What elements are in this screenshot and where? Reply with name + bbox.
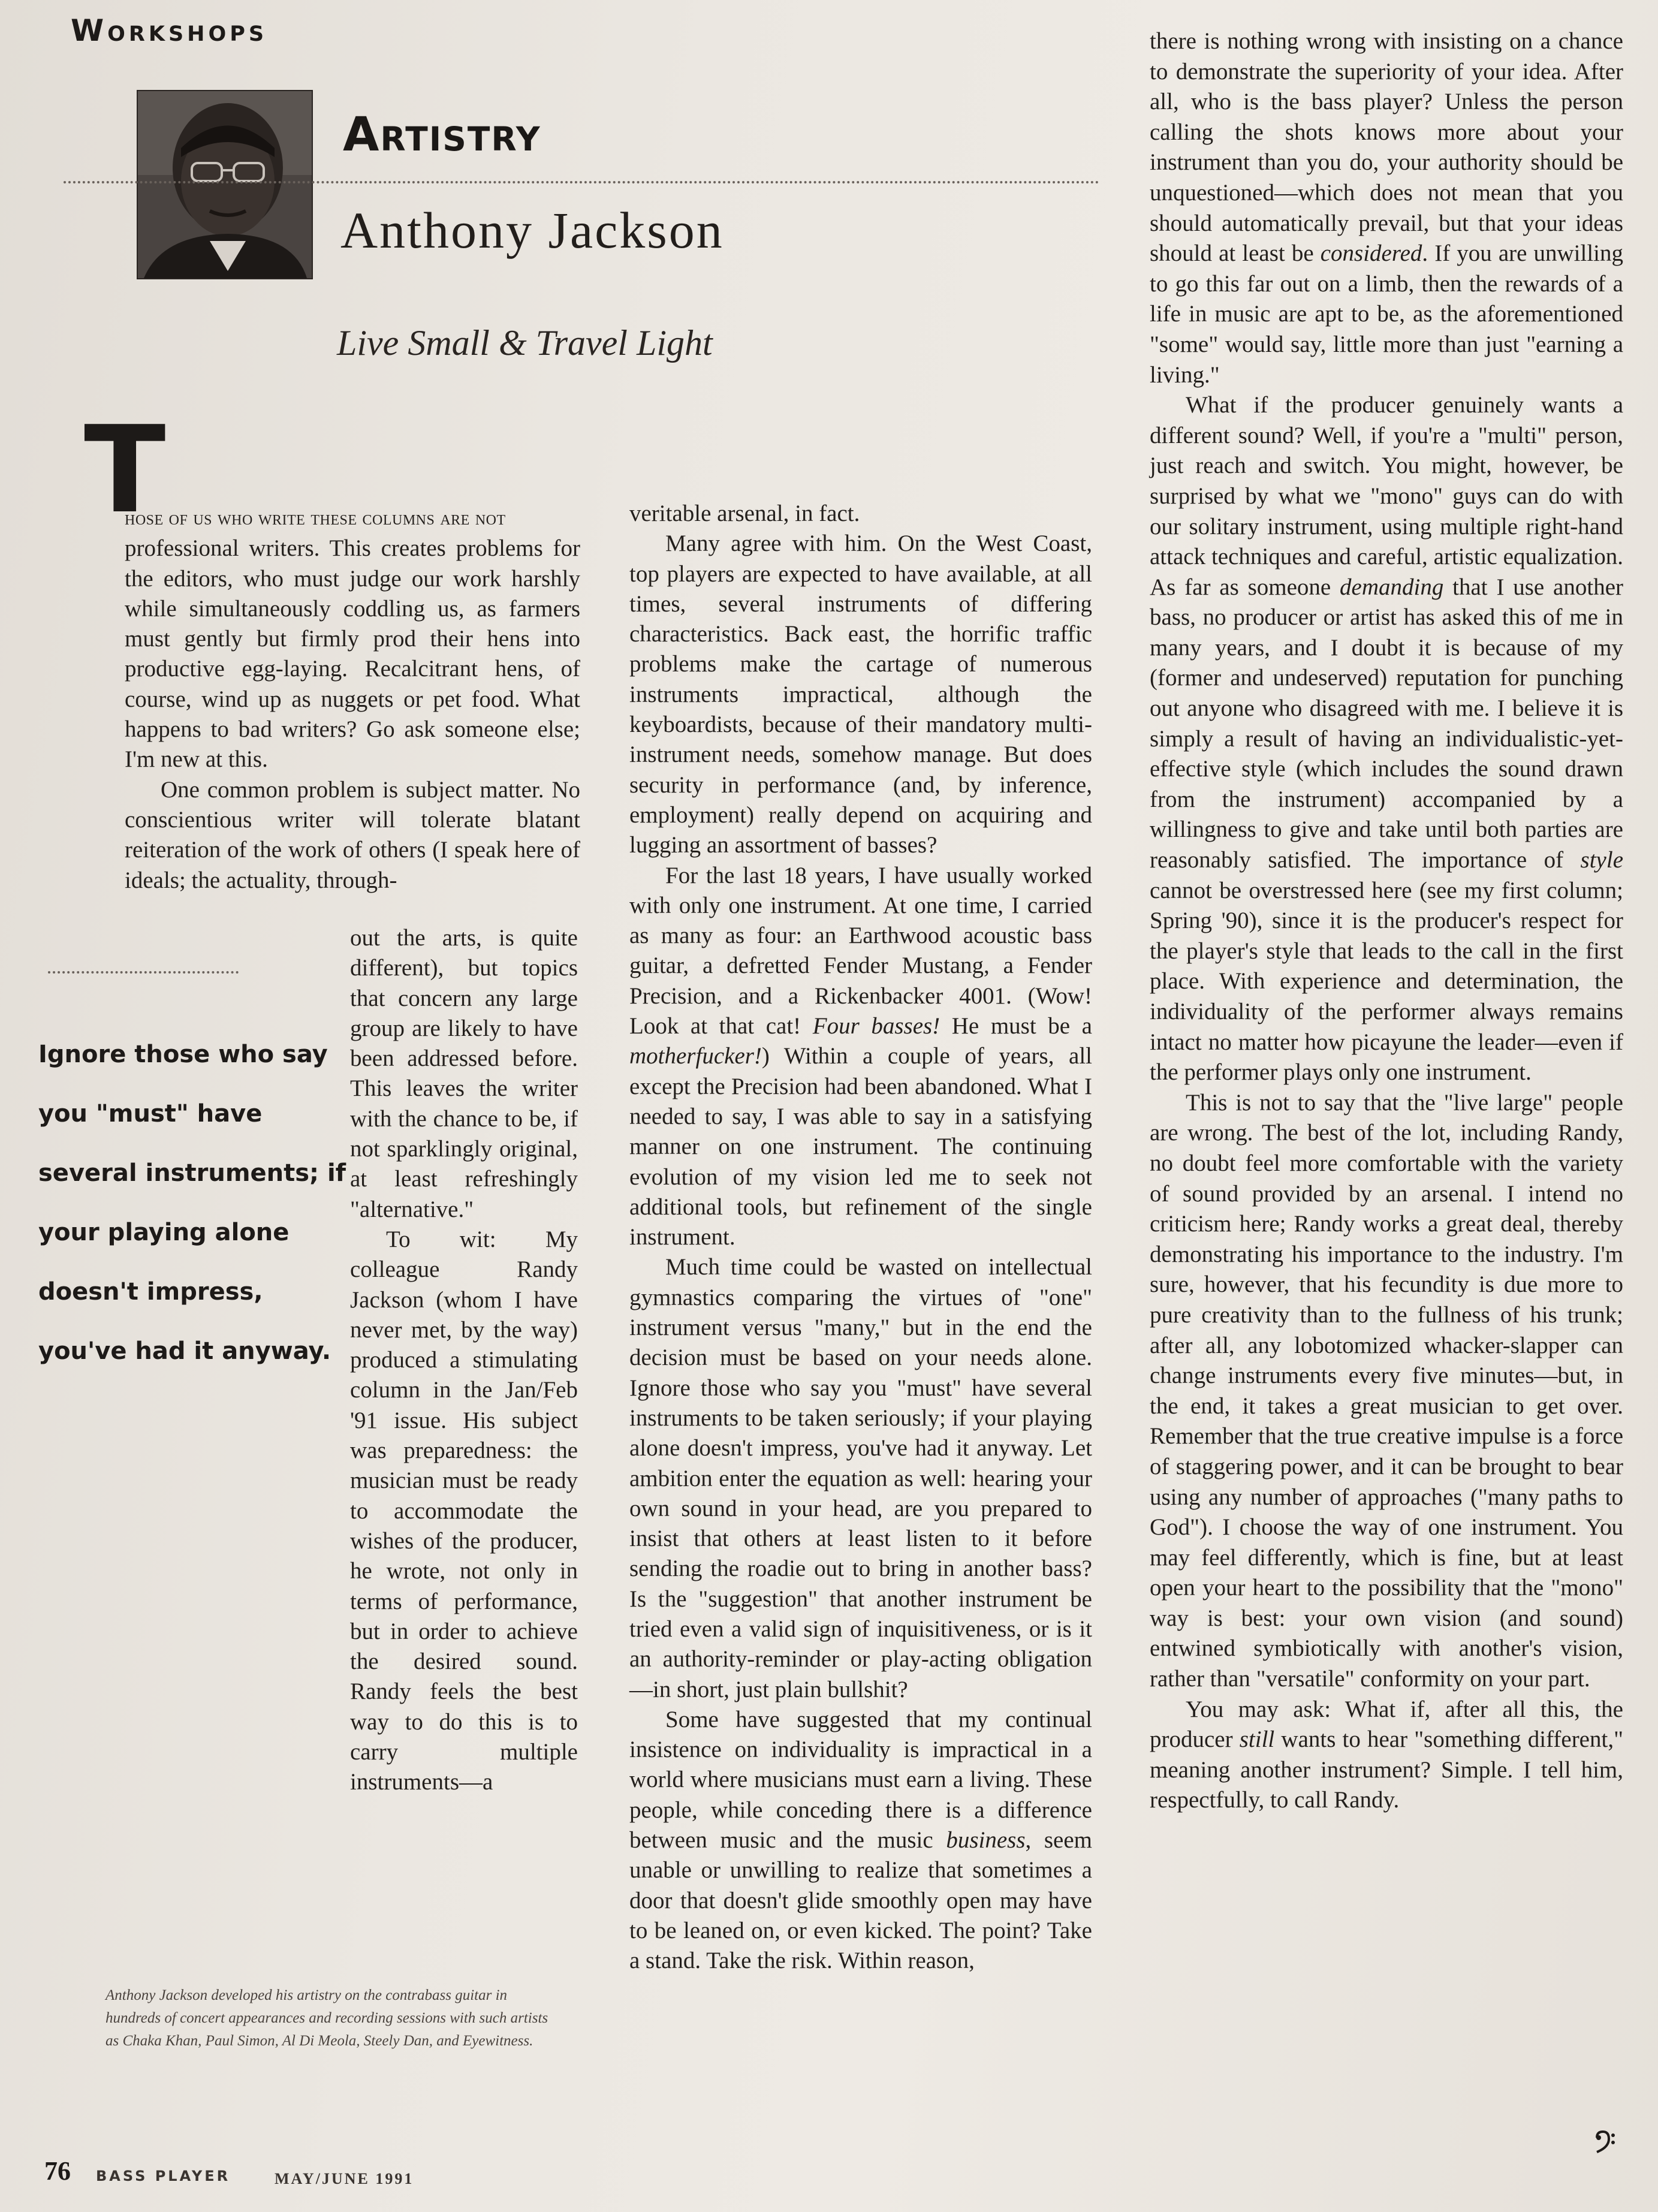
emphasis: motherfucker! — [629, 1043, 762, 1069]
text-run: wants to hear "something different," meaning another instrument? Simple. I tell him, respectfully, to call Randy. — [1150, 1726, 1623, 1813]
emphasis: style — [1580, 847, 1623, 873]
paragraph: Much time could be wasted on intellectual gymnastics comparing the virtues of "one" instrument versus "many," but in the end the decision must be based on your needs alone. Ignore those who say you "must" have several instruments to be taken seriously; if your playing alone doesn't impress, you've had it anyway. Let ambition enter the equation as well: hearing your own sound in your head, are you prepared to insist that others at least listen to it before sending the roadie out to bring in another bass? Is the "suggestion" that another instrument be tried even a valid sign of inquisitiveness, or is it an authority-reminder or play-acting obligation—in short, just plain bullshit? — [629, 1254, 1092, 1702]
paragraph: out the arts, is quite different), but topics that concern any large group are likely to have been addressed before. This leaves the writer with the chance to be, if not sparklingly original, at least refreshingly "alternative." — [350, 925, 578, 1222]
column-3 — [1150, 26, 1623, 1816]
page-number: 76 — [44, 2156, 71, 2186]
author-bio: Anthony Jackson developed his artistry on the contrabass guitar in hundreds of concert appearances and recording sessions with such artists as Chaka Khan, Paul Simon, Al Di Meola, Steely Dan, and Eyewitness. — [105, 1987, 548, 2049]
pull-quote: Ignore those who say you "must" have several instruments; if your playing alone doesn't impress, you've had it anyway. — [38, 1041, 346, 1365]
text-run: cannot be overstressed here (see my first column; Spring '90), since it is the producer's respect for the player's style that leads to the call in the first place. With experience and determination, the individuality of the performer always remains intact no matter how picayune the leader—even if the performer plays only one instrument. — [1150, 877, 1623, 1086]
author-portrait — [138, 91, 312, 278]
issue-date: MAY/JUNE 1991 — [275, 2170, 414, 2187]
paragraph: professional writers. This creates problems for the editors, who must judge our work harshly while simultaneously coddling us, as farmers must gently but firmly prod their hens into productive egg-laying. Recalcitrant hens, of course, wind up as nuggets or pet food. What happens to bad writers? Go ask someone else; I'm new at this. — [125, 535, 580, 773]
text-run: Some have suggested that my continual insistence on individuality is impractical in a world where musicians must earn a living. These people, while conceding there is a difference between music and the music — [629, 1706, 1092, 1854]
paragraph — [629, 861, 1092, 1253]
paragraph: This is not to say that the "live large" people are wrong. The best of the lot, including Randy, no doubt feel more comfortable with the variety of sound provided by an arsenal. I intend no criticism here; Randy works a great deal, thereby demonstrating his importance to the industry. I'm sure, however, that his fecundity is due more to pure creativity than to the fullness of his trunk; after all, any lobotomized whacker-slapper can change instruments every five minutes—but, in the end, it takes a great musician to get over. Remember that the true creative impulse is a force of staggering power, and it can be brought to bear using any number of approaches ("many paths to God"). I choose the way of one instrument. You may feel differently, which is fine, but at least open your heart to the possibility that the "mono" way is best: your own vision (and sound) entwined symbiotically with another's vision, rather than "versatile" conformity on your part. — [1150, 1089, 1623, 1692]
paragraph — [125, 502, 580, 534]
text-run: ) Within a couple of years, all except the Precision had been abandoned. What I needed to say, I was able to say in a satisfying manner on one instrument. The continuing evolution of my vision led me to seek not additional tools, but refinement of the single instrument. — [629, 1043, 1092, 1250]
article-subtitle: Live Small & Travel Light — [337, 323, 713, 363]
paragraph: Many agree with him. On the West Coast, top players are expected to have available, at all times, several instruments of differing characteristics. Back east, the horrific traffic problems make the cartage of numerous instruments impractical, although the keyboardists, because of their mandatory multi-instrument needs, somehow manage. But does security in performance (and, by inference, employment) really depend on acquiring and lugging an assortment of basses? — [629, 531, 1092, 858]
text-run: What if the producer genuinely wants a different sound? Well, if you're a "multi" person, just reach and switch. You might, however, be surprised by what we "mono" guys can do with our solitary instrument, using multiple right-hand attack techniques and careful, artistic equalization. As far as someone — [1150, 392, 1623, 600]
section-label: Workshops — [71, 13, 268, 48]
emphasis: demanding — [1340, 574, 1444, 600]
lead-in-smallcaps: hose of us who write these columns are not — [125, 507, 506, 529]
column-1-top — [125, 502, 580, 896]
text-run: that I use another bass, no producer or artist has asked this of me in many years, and I doubt it is because of my (former and undeserved) reputation for punching out anyone who disagreed with me. I believe it is simply a result of having an individualistic-yet-effective style (which includes the sound drawn from the instrument) accompanied by a willingness to give and take until both parties are reasonably satisfied. The importance of — [1150, 574, 1623, 873]
emphasis: Four basses! — [812, 1013, 940, 1039]
pull-quote-rule — [48, 971, 239, 974]
paragraph: To wit: My colleague Randy Jackson (whom I have never met, by the way) produced a stimulating column in the Jan/Feb '91 issue. His subject was preparedness: the musician must be ready to accommodate the wishes of the producer, he wrote, not only in terms of performance, but in order to achieve the desired sound. Randy feels the best way to do this is to carry multiple instruments—a — [350, 1226, 578, 1795]
column-2 — [629, 499, 1092, 1976]
emphasis: business — [946, 1827, 1026, 1854]
header-rule — [64, 181, 1099, 183]
bass-clef-icon — [1593, 2129, 1617, 2153]
column-title: Artistry — [343, 108, 541, 162]
paragraph: veritable arsenal, in fact. — [629, 501, 860, 526]
paragraph — [1150, 1695, 1623, 1816]
author-name: Anthony Jackson — [340, 201, 724, 259]
emphasis: considered — [1320, 240, 1422, 267]
paragraph — [1150, 26, 1623, 390]
text-run: . If you are unwilling to go this far out on a limb, then the rewards of a life in music are apt to be, as the aforementioned "some" would say, little more than just "earning a living." — [1150, 240, 1623, 388]
magazine-name: BASS PLAYER — [96, 2168, 231, 2184]
paragraph — [1150, 390, 1623, 1088]
text-run: , seem unable or unwilling to realize that sometimes a door that doesn't glide smoothly open may have to be leaned on, or even kicked. The point? Take a stand. Take the risk. Within reason, — [629, 1827, 1093, 1974]
text-run: You may ask: What if, after all this, the producer — [1150, 1696, 1623, 1753]
paragraph: One common problem is subject matter. No conscientious writer will tolerate blatant reiteration of the work of others (I speak here of ideals; the actuality, through- — [125, 776, 580, 893]
author-photo — [137, 90, 313, 279]
text-run: there is nothing wrong with insisting on a chance to demonstrate the superiority of your idea. After all, who is the bass player? Unless the person calling the shots knows more about your instrument than you do, your authority should be unquestioned—which does not mean that you should automatically prevail, but that your ideas should at least be — [1150, 28, 1623, 267]
paragraph — [629, 1705, 1092, 1976]
drop-cap: T — [84, 400, 166, 540]
text-run: He must be a — [940, 1013, 1092, 1039]
text-run: For the last 18 years, I have usually worked with only one instrument. At one time, I carried as many as four: an Earthwood acoustic bass guitar, a defretted Fender Mustang, a Fender Precision, and a Rickenbacker 4001. (Wow! Look at that cat! — [629, 862, 1092, 1039]
emphasis: still — [1239, 1726, 1275, 1753]
column-1-narrow — [350, 923, 578, 1798]
